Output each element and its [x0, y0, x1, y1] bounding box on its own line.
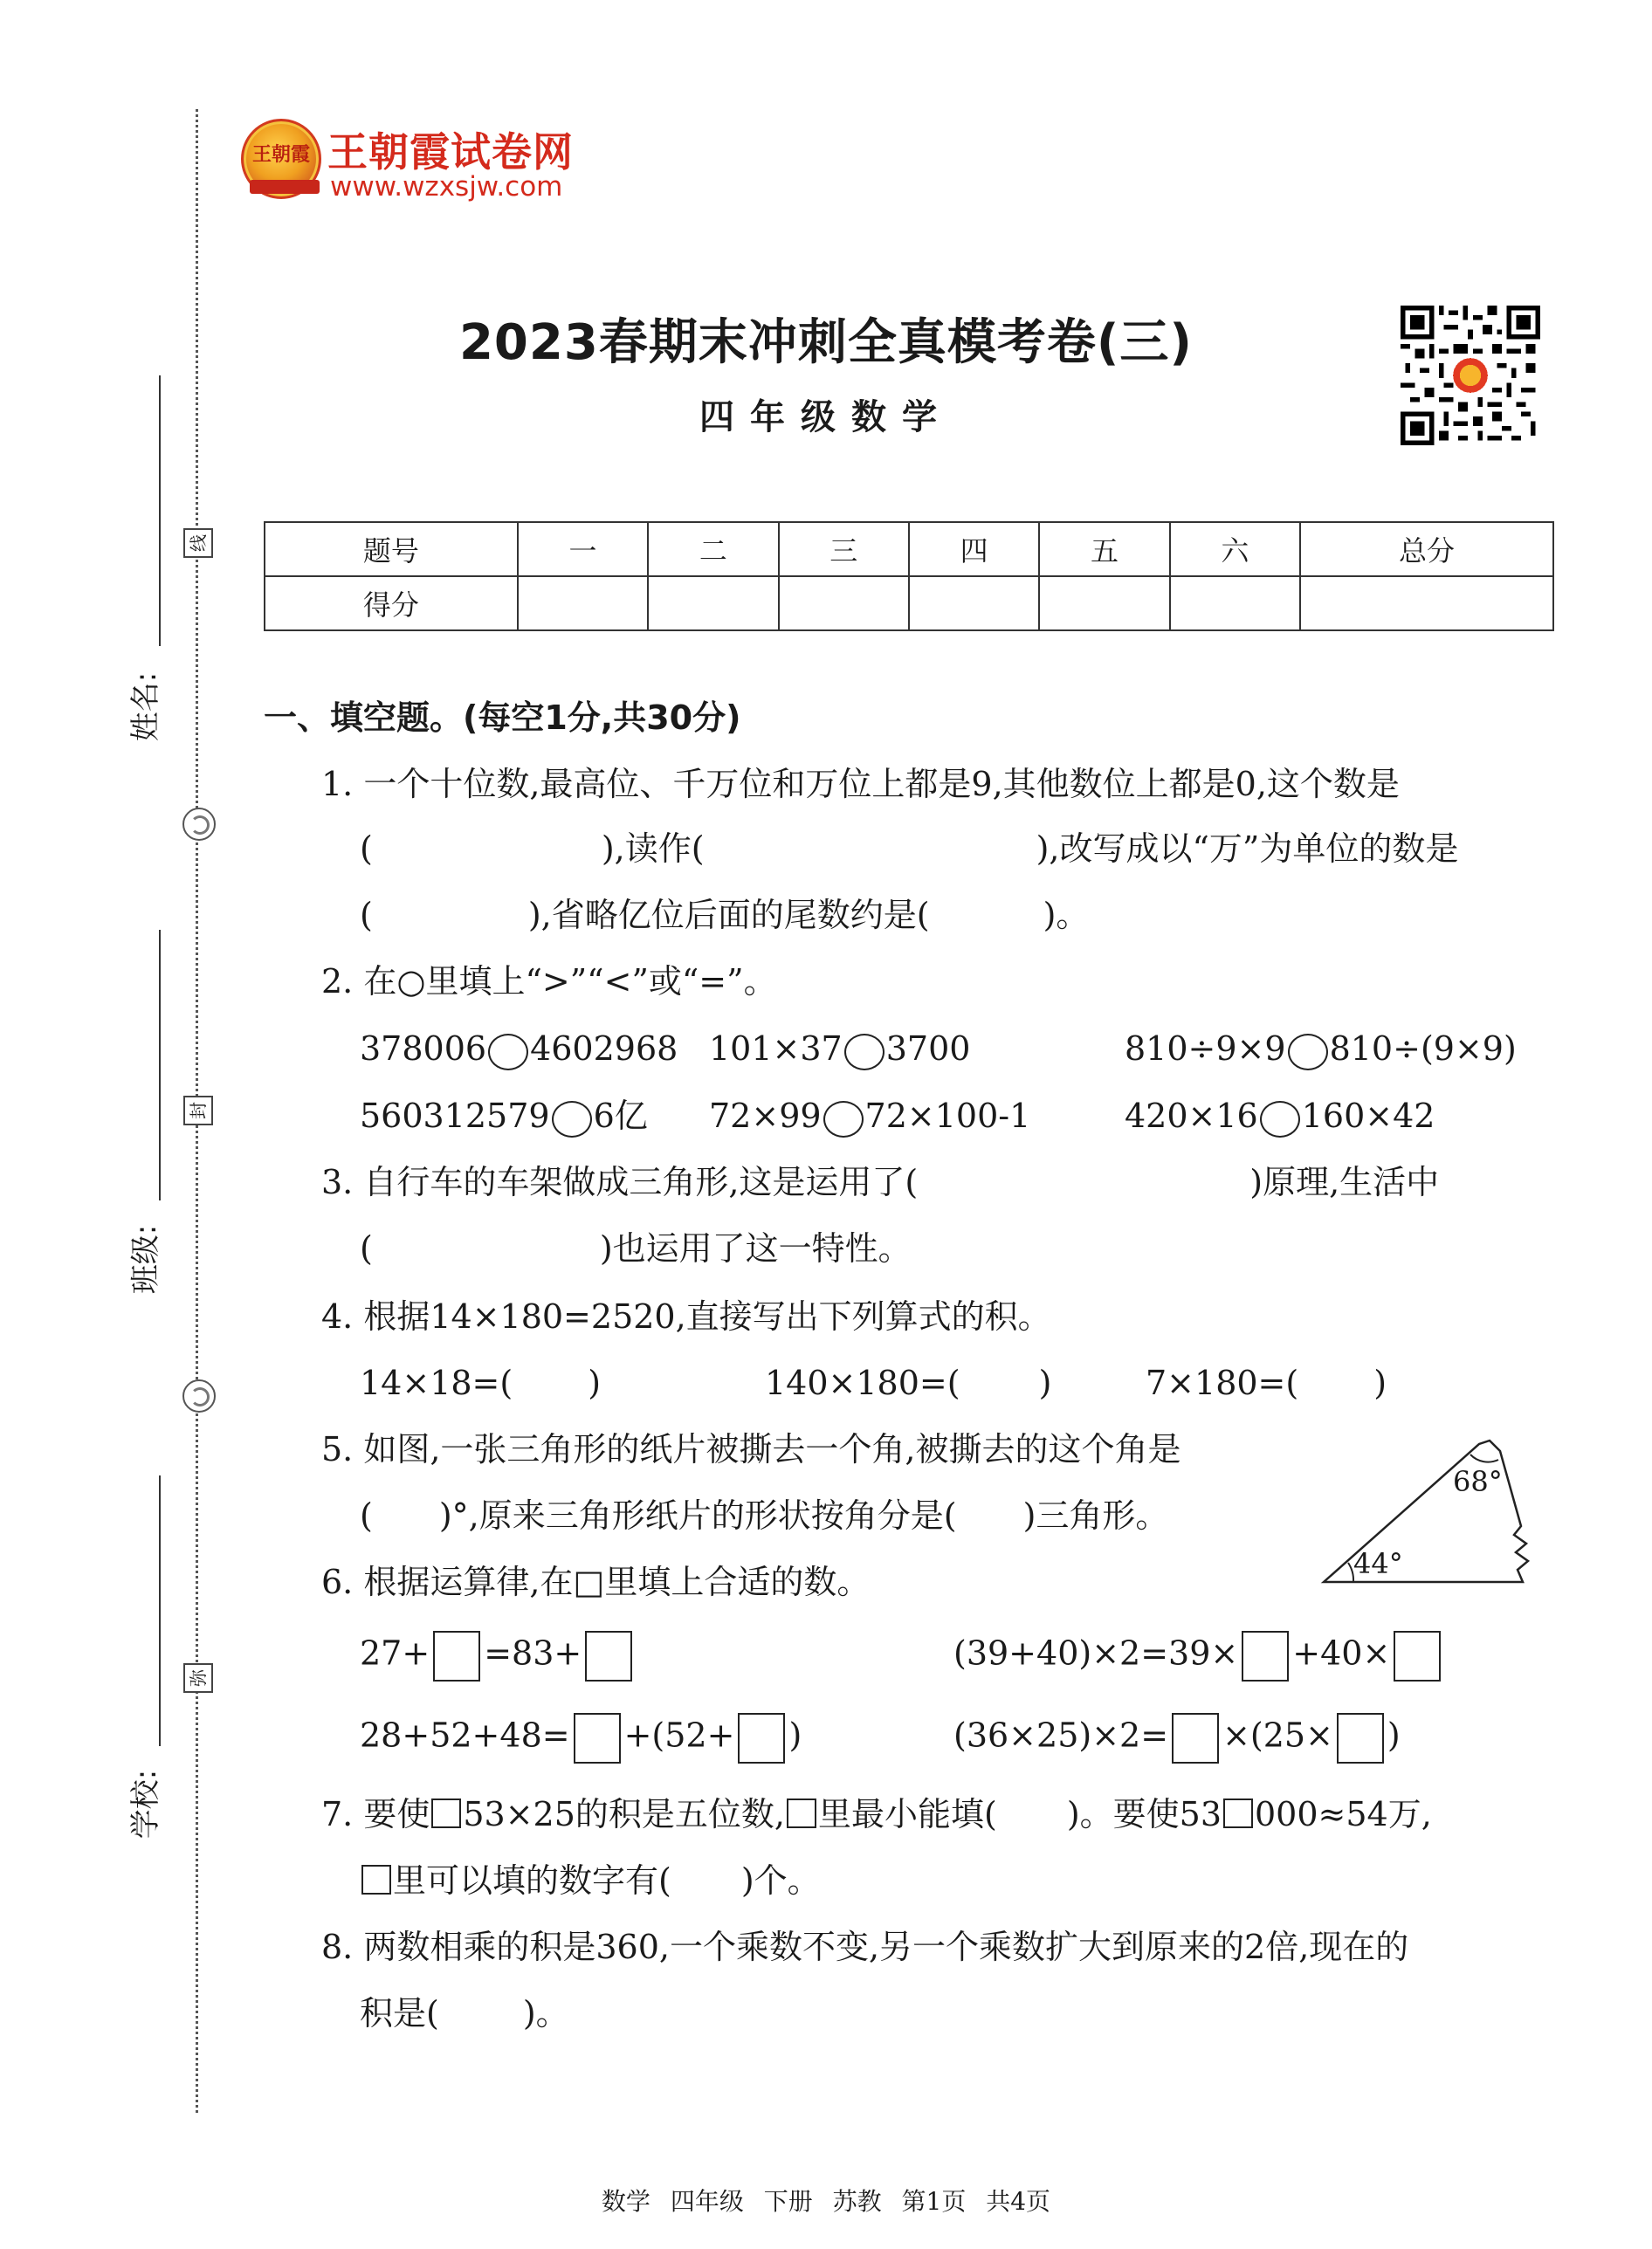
compare-circle[interactable] — [823, 1101, 864, 1138]
q6-expr: ) — [788, 1716, 802, 1755]
exam-title: 2023春期末冲刺全真模考卷(三) — [458, 314, 1194, 371]
score-table-score-row — [265, 576, 1553, 630]
q7-text: 里最小能填( — [817, 1795, 997, 1833]
q1-paren-open: ( — [360, 896, 373, 934]
q1-line3 — [360, 894, 1089, 936]
score-table-header-row — [265, 522, 1553, 576]
score-cell[interactable] — [1170, 576, 1300, 630]
angle-68-label: 68° — [1453, 1465, 1503, 1498]
class-label: 班级: — [128, 1224, 164, 1295]
digit-box — [431, 1799, 461, 1828]
seal-line-box: 线 — [183, 528, 213, 558]
table-header-cell: 一 — [518, 522, 648, 576]
q8-line1: 8. 两数相乘的积是360,一个乘数不变,另一个乘数扩大到原来的2倍,现在的 — [321, 1928, 1409, 1966]
q5-text: )三角形。 — [1022, 1496, 1169, 1535]
score-cell[interactable] — [648, 576, 778, 630]
q2-expr: 420×16 — [1125, 1097, 1258, 1135]
q4-paren: ) — [1038, 1364, 1052, 1402]
q2-item — [360, 1028, 678, 1070]
table-header-cell: 题号 — [265, 522, 518, 576]
binding-knot-icon — [182, 808, 216, 841]
q2-expr: 6亿 — [593, 1097, 648, 1135]
logo-url: www.wzxsjw.com — [330, 171, 563, 203]
q4-stem: 4. 根据14×180=2520,直接写出下列算式的积。 — [321, 1297, 1051, 1336]
q2-expr: 378006 — [360, 1029, 487, 1068]
q4-item — [765, 1362, 1051, 1404]
q5-line2 — [360, 1495, 1168, 1537]
section-1-title: 一、填空题。(每空1分,共30分) — [264, 698, 741, 737]
class-write-line — [159, 930, 161, 1200]
q1-paren-open: ( — [360, 829, 373, 868]
q2-expr: 101×37 — [709, 1029, 843, 1068]
q2-expr: 810÷9×9 — [1125, 1029, 1286, 1068]
table-header-cell: 五 — [1039, 522, 1169, 576]
q8-text: )。 — [522, 1994, 569, 2032]
q6-item — [953, 1713, 1401, 1764]
q6-expr: 27+ — [360, 1633, 430, 1673]
q8-text: 积是( — [360, 1994, 439, 2032]
binding-knot-icon — [182, 1379, 216, 1413]
q2-expr: 4602968 — [530, 1029, 678, 1068]
q6-expr: (36×25)×2= — [953, 1716, 1169, 1755]
q1-line2 — [360, 828, 1458, 870]
angle-44-label: 44° — [1353, 1547, 1403, 1580]
table-header-cell: 三 — [779, 522, 909, 576]
q8-line2 — [360, 1992, 569, 2034]
name-label: 姓名: — [128, 671, 164, 742]
q6-item — [360, 1631, 636, 1682]
q7-text: 000≈54万, — [1255, 1795, 1432, 1833]
torn-triangle-figure — [1317, 1432, 1554, 1592]
q4-expr: 14×18=( — [360, 1364, 513, 1402]
q3-text: )也运用了这一特性。 — [599, 1229, 912, 1268]
q2-expr: 72×99 — [709, 1097, 822, 1135]
q3-line2 — [360, 1228, 912, 1269]
q5-text: )°,原来三角形纸片的形状按角分是( — [438, 1496, 957, 1535]
compare-circle[interactable] — [1260, 1101, 1300, 1138]
q6-expr: (39+40)×2=39× — [953, 1633, 1239, 1673]
answer-box[interactable] — [1242, 1631, 1289, 1682]
q7-text: 53×25的积是五位数, — [463, 1795, 785, 1833]
q5-line1: 5. 如图,一张三角形的纸片被撕去一个角,被撕去的这个角是 — [321, 1430, 1181, 1468]
q4-expr: 140×180=( — [765, 1364, 960, 1402]
q2-item — [1125, 1095, 1435, 1138]
answer-box[interactable] — [433, 1631, 480, 1682]
q6-expr: +40× — [1292, 1633, 1391, 1673]
q7-line1 — [321, 1793, 1432, 1835]
q2-expr: 3700 — [885, 1029, 971, 1068]
q1-end: )。 — [1043, 896, 1090, 934]
answer-box[interactable] — [1172, 1713, 1219, 1764]
compare-circle[interactable] — [488, 1034, 528, 1070]
qr-code-icon — [1401, 306, 1540, 445]
school-write-line — [159, 1475, 161, 1746]
q2-expr: 72×100-1 — [864, 1097, 1031, 1135]
q4-paren: ) — [588, 1364, 602, 1402]
q6-stem: 6. 根据运算律,在□里填上合适的数。 — [321, 1563, 871, 1601]
q2-stem: 2. 在○里填上“>”“<”或“=”。 — [321, 962, 777, 1001]
q1-wan-label: ),改写成以“万”为单位的数是 — [1036, 829, 1459, 868]
table-header-cell: 四 — [909, 522, 1039, 576]
score-cell[interactable] — [518, 576, 648, 630]
page-footer: 数学 四年级 下册 苏教 第1页 共4页 — [601, 2187, 1051, 2216]
q6-item — [360, 1713, 802, 1764]
q6-expr: ×(25× — [1222, 1716, 1333, 1755]
q2-item — [360, 1095, 648, 1138]
q3-text: 3. 自行车的车架做成三角形,这是运用了( — [321, 1163, 919, 1201]
q3-line1 — [321, 1161, 1439, 1203]
table-header-cell: 二 — [648, 522, 778, 576]
q7-text: )个。 — [740, 1861, 821, 1900]
score-cell[interactable] — [909, 576, 1039, 630]
table-header-cell: 六 — [1170, 522, 1300, 576]
answer-box[interactable] — [1337, 1713, 1384, 1764]
logo-title: 王朝霞试卷网 — [327, 128, 574, 175]
q2-expr: 160×42 — [1301, 1097, 1435, 1135]
answer-box[interactable] — [585, 1631, 632, 1682]
exam-subtitle: 四年级数学 — [699, 397, 953, 437]
seal-mi-box: 弥 — [183, 1663, 213, 1693]
answer-box[interactable] — [738, 1713, 785, 1764]
q7-line2 — [360, 1860, 821, 1902]
q4-paren: ) — [1373, 1364, 1387, 1402]
score-cell[interactable] — [1300, 576, 1553, 630]
score-table — [264, 521, 1554, 631]
q4-expr: 7×180=( — [1146, 1364, 1299, 1402]
q2-expr: 810÷(9×9) — [1329, 1029, 1517, 1068]
q6-item — [953, 1631, 1444, 1682]
school-label: 学校: — [128, 1769, 164, 1840]
q1-read-label: ),读作( — [601, 829, 705, 868]
q4-item — [360, 1362, 601, 1404]
answer-box[interactable] — [574, 1713, 621, 1764]
q5-text: ( — [360, 1496, 373, 1535]
q2-expr: 560312579 — [360, 1097, 550, 1135]
q7-text: 7. 要使 — [321, 1795, 430, 1833]
logo-seal-text: 王朝霞 — [251, 144, 310, 166]
digit-box — [787, 1799, 816, 1828]
logo-ribbon — [250, 180, 320, 194]
digit-box — [1223, 1799, 1253, 1828]
digit-box — [361, 1865, 391, 1895]
compare-circle[interactable] — [844, 1034, 885, 1070]
compare-circle[interactable] — [1288, 1034, 1328, 1070]
q6-expr: ) — [1387, 1716, 1401, 1755]
q6-expr: 28+52+48= — [360, 1716, 570, 1755]
q7-text: 里可以填的数字有( — [393, 1861, 671, 1900]
q6-expr: +(52+ — [623, 1716, 735, 1755]
score-row-label: 得分 — [265, 576, 518, 630]
q6-expr: =83+ — [484, 1633, 582, 1673]
compare-circle[interactable] — [552, 1101, 592, 1138]
q2-item — [709, 1028, 970, 1070]
q2-item — [709, 1095, 1030, 1138]
answer-box[interactable] — [1394, 1631, 1441, 1682]
table-header-cell: 总分 — [1300, 522, 1553, 576]
q4-item — [1146, 1362, 1387, 1404]
q2-item — [1125, 1028, 1517, 1070]
q1-line1: 1. 一个十位数,最高位、千万位和万位上都是9,其他数位上都是0,这个数是 — [321, 765, 1400, 803]
seal-seal-box: 封 — [183, 1096, 213, 1125]
q1-approx-label: ),省略亿位后面的尾数约是( — [527, 896, 930, 934]
score-cell[interactable] — [779, 576, 909, 630]
q3-text: )原理,生活中 — [1249, 1163, 1440, 1201]
q3-text: ( — [360, 1229, 373, 1268]
q7-text: )。要使53 — [1066, 1795, 1222, 1833]
score-cell[interactable] — [1039, 576, 1169, 630]
